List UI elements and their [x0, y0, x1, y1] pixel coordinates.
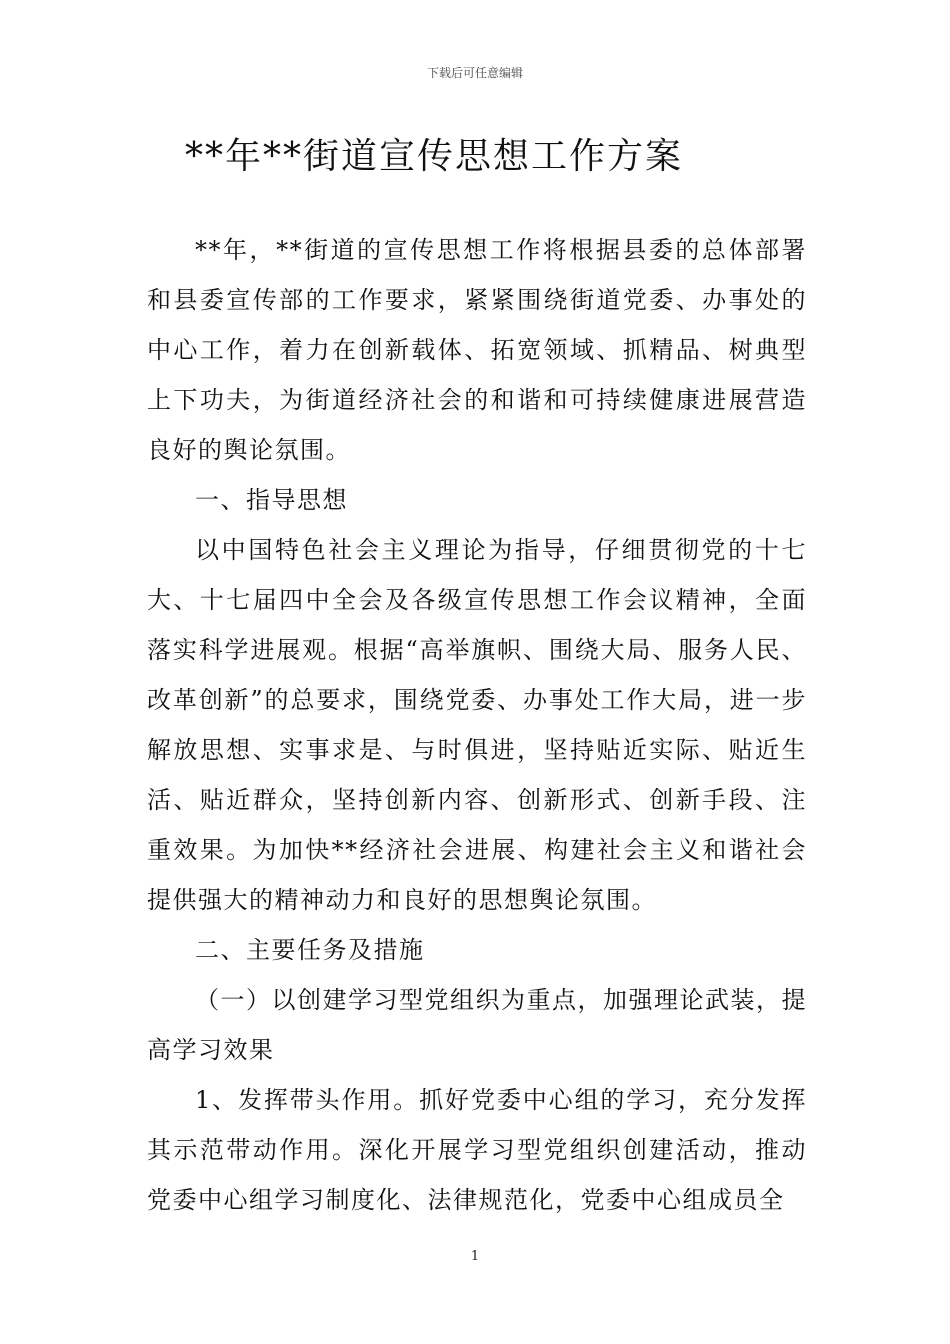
header-note: 下载后可任意编辑 [426, 66, 523, 80]
section-heading-guiding-thought: 一、指导思想 [195, 486, 348, 514]
document-title: **年**街道宣传思想工作方案 [185, 136, 684, 177]
section-heading-main-tasks: 二、主要任务及措施 [195, 936, 425, 964]
paragraph-leading-role: 1、发挥带头作用。抓好党委中心组的学习，充分发挥其示范带动作用。深化开展学习型党组织创建活动，推动党委中心组学习制度化、法律规范化，党委中心组成员全 [147, 1086, 807, 1214]
subsection-heading-learning-party: （一）以创建学习型党组织为重点，加强理论武装，提高学习效果 [147, 986, 807, 1064]
paragraph-intro: **年，**街道的宣传思想工作将根据县委的总体部署和县委宣传部的工作要求，紧紧围绕街道党委、办事处的中心工作，着力在创新载体、拓宽领域、抓精品、树典型上下功夫，为街道经济社会的和谐和可持续健康进展营造良好的舆论氛围。 [147, 236, 807, 464]
document-body [147, 225, 807, 1225]
page-number: 1 [470, 1249, 480, 1264]
paragraph-guiding-thought: 以中国特色社会主义理论为指导，仔细贯彻党的十七大、十七届四中全会及各级宣传思想工作会议精神，全面落实科学进展观。根据“高举旗帜、围绕大局、服务人民、改革创新”的总要求，围绕党委、办事处工作大局，进一步解放思想、实事求是、与时俱进，坚持贴近实际、贴近生活、贴近群众，坚持创新内容、创新形式、创新手段、注重效果。为加快**经济社会进展、构建社会主义和谐社会提供强大的精神动力和良好的思想舆论氛围。 [147, 536, 807, 914]
